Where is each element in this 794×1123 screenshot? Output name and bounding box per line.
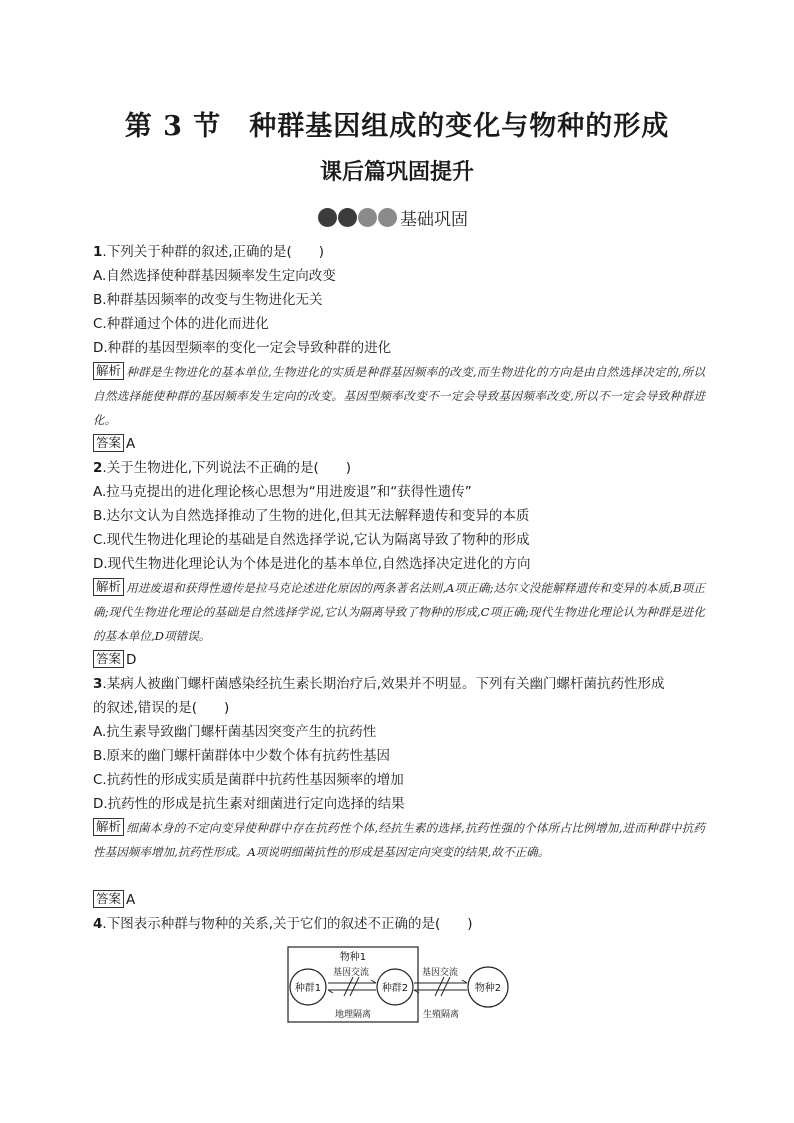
- question-stem: 2.关于生物进化,下列说法不正确的是( ): [93, 460, 352, 476]
- option-d: D.种群的基因型频率的变化一定会导致种群的进化: [93, 340, 392, 356]
- option-d: D.抗药性的形成是抗生素对细菌进行定向选择的结果: [93, 796, 405, 812]
- explanation-tag: 解析: [93, 818, 124, 836]
- question-1: [93, 240, 705, 456]
- option-b: B.种群基因频率的改变与生物进化无关: [93, 292, 323, 308]
- answer-tag: 答案: [93, 650, 124, 668]
- option-a: A.抗生素导致幽门螺杆菌基因突变产生的抗药性: [93, 724, 377, 740]
- answer-tag: 答案: [93, 434, 124, 452]
- reproductive-isolation-label: 生殖隔离: [422, 1010, 460, 1020]
- option-b: B.达尔文认为自然选择推动了生物的进化,但其无法解释遗传和变异的本质: [93, 508, 530, 524]
- question-stem: 3.某病人被幽门螺杆菌感染经抗生素长期治疗后,效果并不明显。下列有关幽门螺杆菌抗药性形成: [93, 676, 665, 692]
- answer-value: A: [126, 892, 136, 908]
- dot-icon: [378, 208, 397, 227]
- question-4: [93, 912, 705, 936]
- species1-label: 物种1: [339, 952, 367, 963]
- section-name: 种群基因组成的变化与物种的形成: [249, 111, 670, 142]
- option-d: D.现代生物进化理论认为个体是进化的基本单位,自然选择决定进化的方向: [93, 556, 531, 572]
- answer: [93, 432, 705, 456]
- species2-label: 物种2: [474, 983, 502, 994]
- answer-value: D: [126, 652, 137, 668]
- question-list: [93, 240, 705, 936]
- answer: [93, 648, 705, 672]
- answer: [93, 888, 705, 912]
- question-stem: 1.下列关于种群的叙述,正确的是( ): [93, 244, 325, 260]
- option-b: B.原来的幽门螺杆菌群体中少数个体有抗药性基因: [93, 748, 391, 764]
- question-3: [93, 672, 705, 912]
- question-2: [93, 456, 705, 672]
- option-c: C.现代生物进化理论的基础是自然选择学说,它认为隔离导致了物种的形成: [93, 532, 530, 548]
- explanation-text: 细菌本身的不定向变异使种群中存在抗药性个体,经抗生素的选择,抗药性强的个体所占比例增加,进而种群中抗药性基因频率增加,抗药性形成。A项说明细菌抗性的形成是基因定向突变的结果,故不正确。: [93, 821, 705, 859]
- section-number: 第 3 节: [124, 111, 222, 142]
- dot-icon: [338, 208, 357, 227]
- explanation-text: 种群是生物进化的基本单位,生物进化的实质是种群基因频率的改变,而生物进化的方向是由自然选择决定的,所以自然选择能使种群的基因频率发生定向的改变。基因型频率改变不一定会导致基因频率改变,所以不一定会导致种群进化。: [93, 365, 705, 427]
- option-c: C.种群通过个体的进化而进化: [93, 316, 269, 332]
- explanation: [93, 576, 705, 648]
- population1-label: 种群1: [294, 983, 322, 994]
- explanation-text: 用进废退和获得性遗传是拉马克论述进化原因的两条著名法则,A项正确;达尔文没能解释遗传和变异的本质,B项正确;现代生物进化理论的基础是自然选择学说,它认为隔离导致了物种的形成,C项正确;现代生物进化理论认为种群是进化的基本单位,D项错误。: [93, 581, 705, 643]
- species-diagram: [287, 946, 517, 1026]
- section-header: [318, 205, 468, 229]
- answer-tag: 答案: [93, 890, 124, 908]
- page-subtitle: 课后篇巩固提升: [319, 160, 474, 185]
- gene-flow-label-2: 基因交流: [421, 968, 459, 978]
- explanation: [93, 816, 705, 888]
- option-c: C.抗药性的形成实质是菌群中抗药性基因频率的增加: [93, 772, 404, 788]
- page-title: [0, 104, 794, 143]
- explanation-tag: 解析: [93, 362, 124, 380]
- question-stem: 4.下图表示种群与物种的关系,关于它们的叙述不正确的是( ): [93, 916, 473, 932]
- question-stem-cont: 的叙述,错误的是( ): [93, 700, 230, 716]
- explanation: [93, 360, 705, 432]
- answer-value: A: [126, 436, 136, 452]
- gene-flow-label-1: 基因交流: [332, 968, 370, 978]
- option-a: A.自然选择使种群基因频率发生定向改变: [93, 268, 336, 284]
- dot-icon: [358, 208, 377, 227]
- population2-label: 种群2: [381, 983, 409, 994]
- dot-icon: [318, 208, 337, 227]
- explanation-tag: 解析: [93, 578, 124, 596]
- option-a: A.拉马克提出的进化理论核心思想为“用进废退”和“获得性遗传”: [93, 484, 472, 500]
- section-label: 基础巩固: [400, 209, 468, 230]
- geographic-isolation-label: 地理隔离: [334, 1010, 372, 1020]
